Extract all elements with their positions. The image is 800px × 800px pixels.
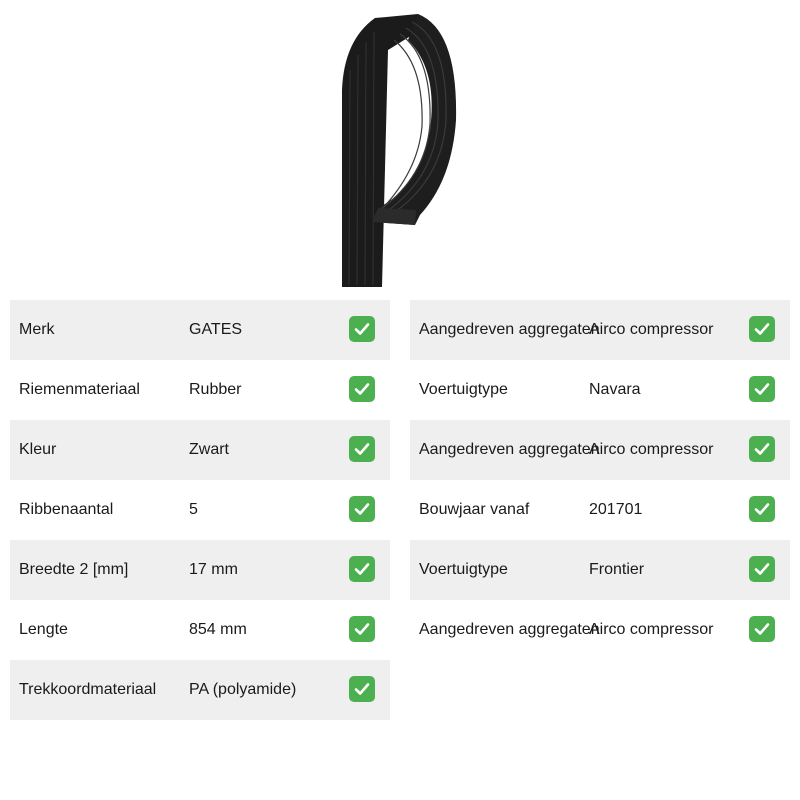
spec-row — [10, 540, 390, 600]
spec-label: Voertuigtype — [419, 561, 508, 578]
spec-label: Bouwjaar vanaf — [419, 501, 530, 518]
check-mark-icon — [349, 376, 375, 402]
spec-value: Navara — [589, 381, 641, 398]
spec-row — [410, 480, 790, 540]
check-mark-icon — [749, 616, 775, 642]
spec-row — [410, 540, 790, 600]
spec-row — [10, 600, 390, 660]
spec-label: Aangedreven aggregaten — [419, 321, 600, 338]
check-mark-icon — [749, 376, 775, 402]
spec-table-left — [10, 300, 390, 720]
check-mark-icon — [349, 496, 375, 522]
spec-row — [10, 300, 390, 360]
spec-value: PA (polyamide) — [189, 681, 297, 698]
ribbed-belt-icon — [330, 10, 470, 290]
spec-label: Ribbenaantal — [19, 501, 114, 518]
spec-value: 854 mm — [189, 621, 247, 638]
spec-row — [10, 480, 390, 540]
spec-value: Frontier — [589, 561, 645, 578]
spec-row — [10, 660, 390, 720]
spec-label: Breedte 2 [mm] — [19, 561, 129, 578]
spec-value: 201701 — [589, 501, 643, 518]
check-mark-icon — [749, 496, 775, 522]
check-mark-icon — [749, 556, 775, 582]
spec-label: Lengte — [19, 621, 68, 638]
spec-value: Zwart — [189, 441, 229, 458]
spec-label: Merk — [19, 321, 55, 338]
spec-label: Riemenmateriaal — [19, 381, 140, 398]
spec-row — [410, 300, 790, 360]
spec-row — [410, 600, 790, 660]
check-mark-icon — [349, 616, 375, 642]
check-mark-icon — [749, 316, 775, 342]
check-mark-icon — [349, 436, 375, 462]
check-mark-icon — [349, 316, 375, 342]
spec-value: GATES — [189, 321, 243, 338]
spec-row — [10, 420, 390, 480]
spec-row — [410, 420, 790, 480]
spec-table-right — [410, 300, 790, 660]
spec-row — [410, 360, 790, 420]
spec-value: 17 mm — [189, 561, 238, 578]
spec-value: Airco compressor — [589, 321, 714, 338]
spec-value: Airco compressor — [589, 621, 714, 638]
spec-row — [10, 360, 390, 420]
check-mark-icon — [349, 676, 375, 702]
spec-value: Rubber — [189, 381, 242, 398]
check-mark-icon — [349, 556, 375, 582]
spec-value: 5 — [189, 501, 198, 518]
spec-label: Voertuigtype — [419, 381, 508, 398]
check-mark-icon — [749, 436, 775, 462]
spec-value: Airco compressor — [589, 441, 714, 458]
spec-label: Aangedreven aggregaten — [419, 621, 600, 638]
spec-label: Aangedreven aggregaten — [419, 441, 600, 458]
spec-label: Trekkoordmateriaal — [19, 681, 157, 698]
spec-label: Kleur — [19, 441, 57, 458]
